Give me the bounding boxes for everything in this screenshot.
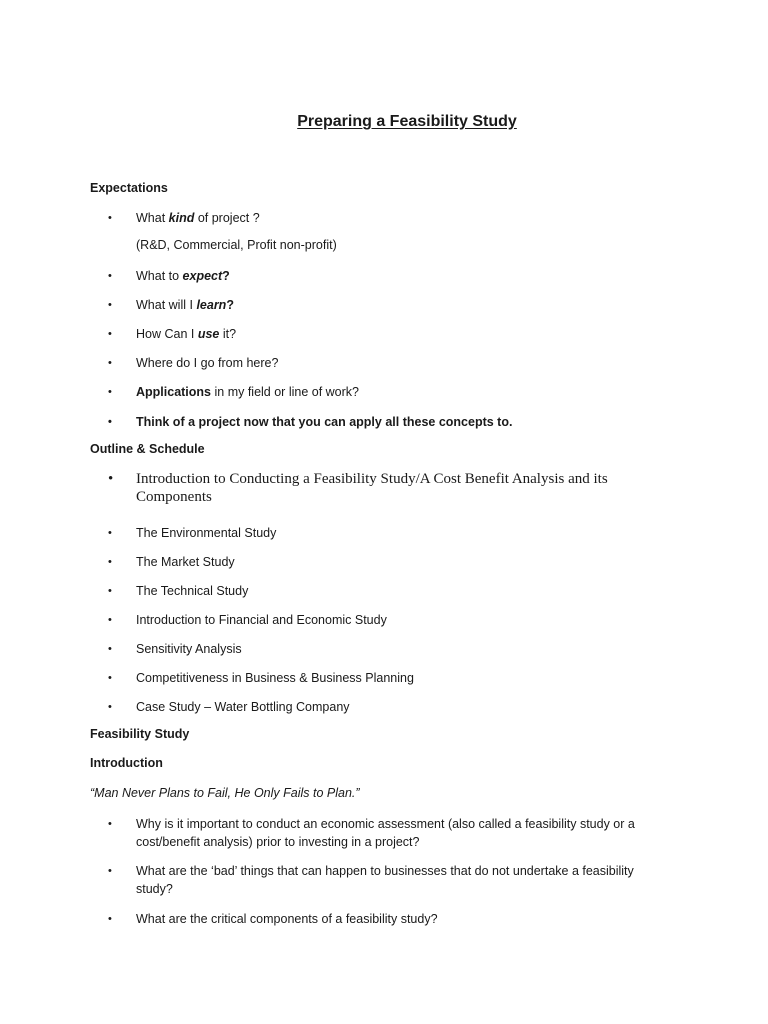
list-item: • The Market Study: [108, 555, 235, 569]
emphasis-text: learn: [196, 298, 227, 312]
bullet-icon: •: [108, 672, 112, 684]
list-item: • Where do I go from here?: [108, 356, 279, 370]
bullet-icon: •: [108, 270, 112, 282]
emphasis-text: use: [197, 327, 220, 341]
list-item: • What will I learn?: [108, 298, 234, 312]
bullet-icon: •: [108, 416, 112, 428]
bullet-icon: •: [108, 865, 112, 877]
list-item: • Competitiveness in Business & Business Planning: [108, 671, 414, 685]
list-item-note: (R&D, Commercial, Profit non-profit): [136, 238, 337, 252]
list-item: • What are the critical components of a feasibility study?: [108, 912, 438, 926]
emphasis-text: expect: [182, 269, 223, 283]
section-heading-outline: Outline & Schedule: [90, 442, 205, 456]
emphasis-text: kind: [168, 211, 195, 225]
list-item: • What kind of project ?: [108, 211, 260, 225]
bullet-icon: •: [108, 527, 112, 539]
document-title: Preparing a Feasibility Study: [297, 113, 517, 130]
emphasis-text: Applications: [136, 385, 212, 399]
list-item: • Why is it important to conduct an economic assessment (also called a feasibility study or a cost/benefit analysis) prior to investing in a project?: [108, 817, 635, 849]
list-item: • What to expect?: [108, 269, 230, 283]
bullet-icon: •: [108, 357, 112, 369]
bullet-icon: •: [108, 643, 112, 655]
section-subheading-introduction: Introduction: [90, 756, 163, 770]
list-item: • Applications in my field or line of work?: [108, 385, 359, 399]
bullet-icon: •: [108, 299, 112, 311]
bullet-icon: •: [108, 614, 112, 626]
bullet-icon: •: [108, 386, 112, 398]
list-item: • The Environmental Study: [108, 526, 277, 540]
list-item: • How Can I use it?: [108, 327, 237, 341]
section-heading-expectations: Expectations: [90, 181, 168, 195]
list-item: • Case Study – Water Bottling Company: [108, 700, 350, 714]
list-item: • Think of a project now that you can apply all these concepts to.: [108, 415, 513, 429]
bullet-icon: •: [108, 556, 112, 568]
list-item: • Introduction to Conducting a Feasibility Study/A Cost Benefit Analysis and its Components: [108, 471, 608, 505]
bullet-icon: •: [108, 701, 112, 713]
list-item: • The Technical Study: [108, 584, 249, 598]
bullet-icon: •: [108, 471, 114, 487]
bullet-icon: •: [108, 328, 112, 340]
bullet-icon: •: [108, 913, 112, 925]
bullet-icon: •: [108, 585, 112, 597]
bullet-icon: •: [108, 818, 112, 830]
list-item: • Sensitivity Analysis: [108, 642, 242, 656]
list-item: • Introduction to Financial and Economic Study: [108, 613, 387, 627]
quote: “Man Never Plans to Fail, He Only Fails to Plan.”: [90, 786, 360, 800]
section-heading-feasibility: Feasibility Study: [90, 727, 190, 741]
list-item: • What are the ‘bad’ things that can happen to businesses that do not undertake a feasibility study?: [108, 864, 634, 896]
bullet-icon: •: [108, 212, 112, 224]
